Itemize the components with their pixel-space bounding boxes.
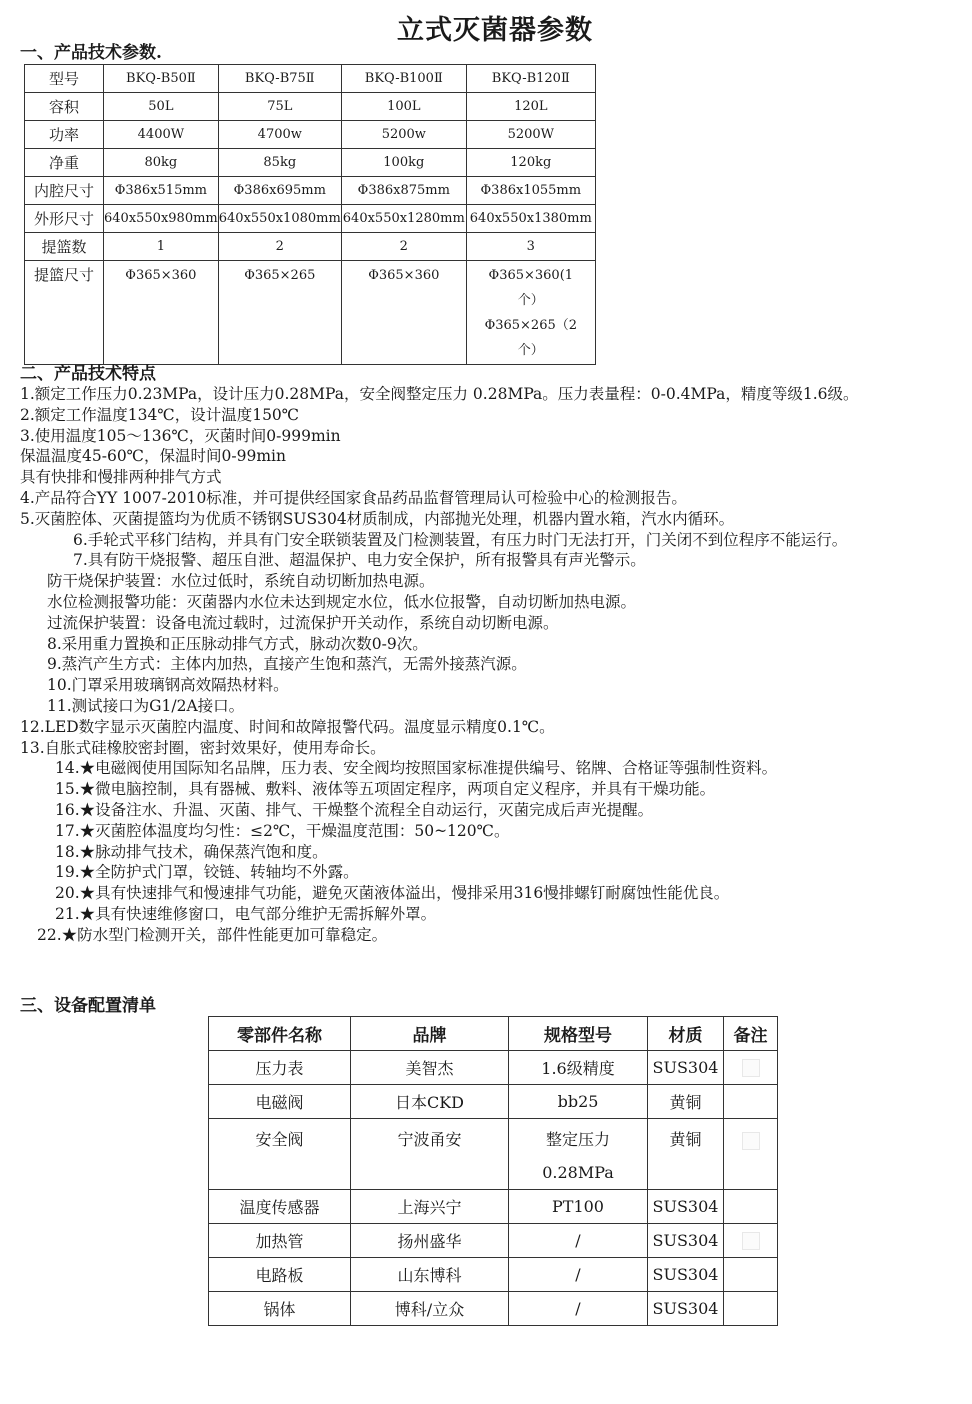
section-title-features: 二、产品技术特点	[20, 364, 156, 384]
table-cell: 美智杰	[351, 1051, 509, 1085]
table-cell: Φ365×360	[104, 261, 219, 365]
table-cell: 提篮数	[25, 233, 104, 261]
feature-item: 6.手轮式平移门结构，并具有门安全联锁装置及门检测装置，有压力时门无法打开，门关闭不到位程序不能运行。	[73, 530, 848, 549]
table-cell-note	[724, 1292, 778, 1326]
table-cell: 3	[466, 233, 595, 261]
table-cell-note	[724, 1085, 778, 1119]
note-box	[742, 1059, 760, 1077]
feature-item: 水位检测报警功能：灭菌器内水位未达到规定水位，低水位报警，自动切断加热电源。	[47, 592, 637, 611]
table-cell: 2	[341, 233, 466, 261]
table-cell-note	[724, 1051, 778, 1085]
table-cell: 黄铜	[648, 1119, 724, 1190]
table-cell: 电磁阀	[209, 1085, 351, 1119]
table-cell: 75L	[218, 93, 341, 121]
feature-item: 10.门罩采用玻璃钢高效隔热材料。	[47, 676, 289, 695]
table-cell: BKQ-B100Ⅱ	[341, 65, 466, 93]
table-cell: 5200W	[466, 121, 595, 149]
table-cell: 日本CKD	[351, 1085, 509, 1119]
table-cell: Φ386x695mm	[218, 177, 341, 205]
table-cell: Φ365×265	[218, 261, 341, 365]
feature-item: 3.使用温度105～136℃，灭菌时间0-999min	[20, 426, 341, 445]
table-cell-note	[724, 1119, 778, 1190]
table-cell: 1.6级精度	[509, 1051, 648, 1085]
table-header-row	[209, 1017, 778, 1051]
feature-item: 11.测试接口为G1/2A接口。	[47, 696, 245, 715]
table-cell: 山东博科	[351, 1258, 509, 1292]
config-table	[208, 1016, 778, 1326]
feature-item: 14.★电磁阀使用国际知名品牌，压力表、安全阀均按照国家标准提供编号、铭牌、合格证等强制性资料。	[55, 759, 778, 778]
feature-item: 18.★脉动排气技术，确保蒸汽饱和度。	[55, 842, 328, 861]
feature-item: 19.★全防护式门罩，铰链、转轴均不外露。	[55, 863, 359, 882]
feature-item: 15.★微电脑控制，具有器械、敷料、液体等五项固定程序，两项自定义程序，并具有干燥功能。	[55, 780, 716, 799]
feature-item: 2.额定工作温度134℃，设计温度150℃	[20, 405, 300, 424]
table-cell: BKQ-B75Ⅱ	[218, 65, 341, 93]
table-header-row	[25, 65, 596, 93]
table-cell: bb25	[509, 1085, 648, 1119]
feature-item: 具有快排和慢排两种排气方式	[20, 468, 222, 487]
feature-item: 过流保护装置：设备电流过载时，过流保护开关动作，系统自动切断电源。	[47, 613, 559, 632]
table-cell	[466, 261, 595, 365]
table-row	[25, 121, 596, 149]
table-row	[25, 93, 596, 121]
table-cell: 5200w	[341, 121, 466, 149]
table-cell: 内腔尺寸	[25, 177, 104, 205]
table-cell-note	[724, 1258, 778, 1292]
table-cell: Φ386x515mm	[104, 177, 219, 205]
feature-item: 20.★具有快速排气和慢速排气功能，避免灭菌液体溢出，慢排采用316慢排螺钉耐腐蚀性能优良。	[55, 884, 730, 903]
table-cell: SUS304	[648, 1051, 724, 1085]
table-cell: Φ365×360	[341, 261, 466, 365]
table-cell: 净重	[25, 149, 104, 177]
table-row	[209, 1051, 778, 1085]
table-cell: BKQ-B50Ⅱ	[104, 65, 219, 93]
table-cell: 4700w	[218, 121, 341, 149]
spec-table	[24, 64, 596, 365]
table-header-cell: 规格型号	[509, 1017, 648, 1051]
table-cell: 型号	[25, 65, 104, 93]
table-cell: 扬州盛华	[351, 1224, 509, 1258]
note-box	[742, 1232, 760, 1250]
table-cell: /	[509, 1258, 648, 1292]
table-cell: 640x550x1280mm	[341, 205, 466, 233]
table-cell: 宁波甬安	[351, 1119, 509, 1190]
cell-line: 0.28MPa	[542, 1163, 614, 1182]
table-cell: BKQ-B120Ⅱ	[466, 65, 595, 93]
table-cell: SUS304	[648, 1258, 724, 1292]
cell-line: Φ365×360(1	[488, 268, 574, 283]
feature-item: 16.★设备注水、升温、灭菌、排气、干燥整个流程全自动运行，灭菌完成后声光提醒。	[55, 800, 654, 819]
table-cell: Φ386x1055mm	[466, 177, 595, 205]
table-cell: 640x550x980mm	[104, 205, 219, 233]
table-cell: 提篮尺寸	[25, 261, 104, 365]
table-cell: 博科/立众	[351, 1292, 509, 1326]
table-cell: 压力表	[209, 1051, 351, 1085]
feature-item: 7.具有防干烧报警、超压自泄、超温保护、电力安全保护，所有报警具有声光警示。	[73, 551, 646, 570]
feature-item: 8.采用重力置换和正压脉动排气方式，脉动次数0-9次。	[47, 634, 428, 653]
note-box	[742, 1132, 760, 1150]
table-cell: 120kg	[466, 149, 595, 177]
table-cell: 温度传感器	[209, 1190, 351, 1224]
table-cell: 640x550x1080mm	[218, 205, 341, 233]
table-cell: 4400W	[104, 121, 219, 149]
table-row	[25, 177, 596, 205]
section-title-tech-params: 一、产品技术参数.	[20, 43, 162, 63]
table-cell: 100L	[341, 93, 466, 121]
feature-item: 21.★具有快速维修窗口，电气部分维护无需拆解外罩。	[55, 904, 437, 923]
table-cell: /	[509, 1224, 648, 1258]
table-row	[25, 233, 596, 261]
feature-item: 13.自胀式硅橡胶密封圈，密封效果好，使用寿命长。	[20, 738, 386, 757]
cell-line: 个）	[517, 293, 544, 308]
table-cell: 锅体	[209, 1292, 351, 1326]
cell-line: Φ365×265（2	[484, 318, 578, 333]
table-cell: SUS304	[648, 1190, 724, 1224]
table-cell: 黄铜	[648, 1085, 724, 1119]
table-cell: 640x550x1380mm	[466, 205, 595, 233]
features-list	[20, 384, 965, 946]
table-cell: 加热管	[209, 1224, 351, 1258]
table-row	[209, 1085, 778, 1119]
table-cell	[509, 1119, 648, 1190]
table-cell: 电路板	[209, 1258, 351, 1292]
feature-item: 5.灭菌腔体、灭菌提篮均为优质不锈钢SUS304材质制成，内部抛光处理，机器内置水箱，汽水内循环。	[20, 509, 735, 528]
table-cell: 100kg	[341, 149, 466, 177]
table-row	[25, 149, 596, 177]
section-title-config: 三、设备配置清单	[20, 996, 156, 1016]
table-header-cell: 品牌	[351, 1017, 509, 1051]
table-row	[209, 1292, 778, 1326]
table-cell: 上海兴宁	[351, 1190, 509, 1224]
table-cell: 85kg	[218, 149, 341, 177]
feature-item: 12.LED数字显示灭菌腔内温度、时间和故障报警代码。温度显示精度0.1℃。	[20, 717, 555, 736]
table-cell: 安全阀	[209, 1119, 351, 1190]
feature-item: 9.蒸汽产生方式：主体内加热，直接产生饱和蒸汽，无需外接蒸汽源。	[47, 655, 527, 674]
table-row	[25, 261, 596, 365]
table-row	[209, 1190, 778, 1224]
table-header-cell: 备注	[724, 1017, 778, 1051]
table-cell: 容积	[25, 93, 104, 121]
table-cell: PT100	[509, 1190, 648, 1224]
table-cell: SUS304	[648, 1292, 724, 1326]
table-cell: 1	[104, 233, 219, 261]
table-cell: 50L	[104, 93, 219, 121]
feature-item: 保温温度45-60℃，保温时间0-99min	[20, 447, 286, 466]
feature-item: 4.产品符合YY 1007-2010标准，并可提供经国家食品药品监督管理局认可检验中心的检测报告。	[20, 488, 687, 507]
feature-item: 22.★防水型门检测开关，部件性能更加可靠稳定。	[37, 925, 388, 944]
table-cell: 120L	[466, 93, 595, 121]
table-cell: 功率	[25, 121, 104, 149]
table-cell: Φ386x875mm	[341, 177, 466, 205]
table-row	[209, 1119, 778, 1190]
table-header-cell: 零部件名称	[209, 1017, 351, 1051]
page-title: 立式灭菌器参数	[397, 15, 593, 46]
table-row	[209, 1258, 778, 1292]
feature-item: 防干烧保护装置：水位过低时，系统自动切断加热电源。	[47, 572, 435, 591]
feature-item: 1.额定工作压力0.23MPa，设计压力0.28MPa，安全阀整定压力 0.28MPa。压力表量程：0-0.4MPa，精度等级1.6级。	[20, 385, 859, 403]
cell-line: 整定压力	[545, 1130, 610, 1149]
table-cell: 2	[218, 233, 341, 261]
table-cell-note	[724, 1224, 778, 1258]
table-row	[25, 205, 596, 233]
table-cell: SUS304	[648, 1224, 724, 1258]
table-header-cell: 材质	[648, 1017, 724, 1051]
table-cell-note	[724, 1190, 778, 1224]
table-cell: 80kg	[104, 149, 219, 177]
feature-item: 17.★灭菌腔体温度均匀性：≤2℃，干燥温度范围：50~120℃。	[55, 821, 510, 840]
table-cell: /	[509, 1292, 648, 1326]
table-row	[209, 1224, 778, 1258]
table-cell: 外形尺寸	[25, 205, 104, 233]
cell-line: 个）	[517, 343, 544, 358]
